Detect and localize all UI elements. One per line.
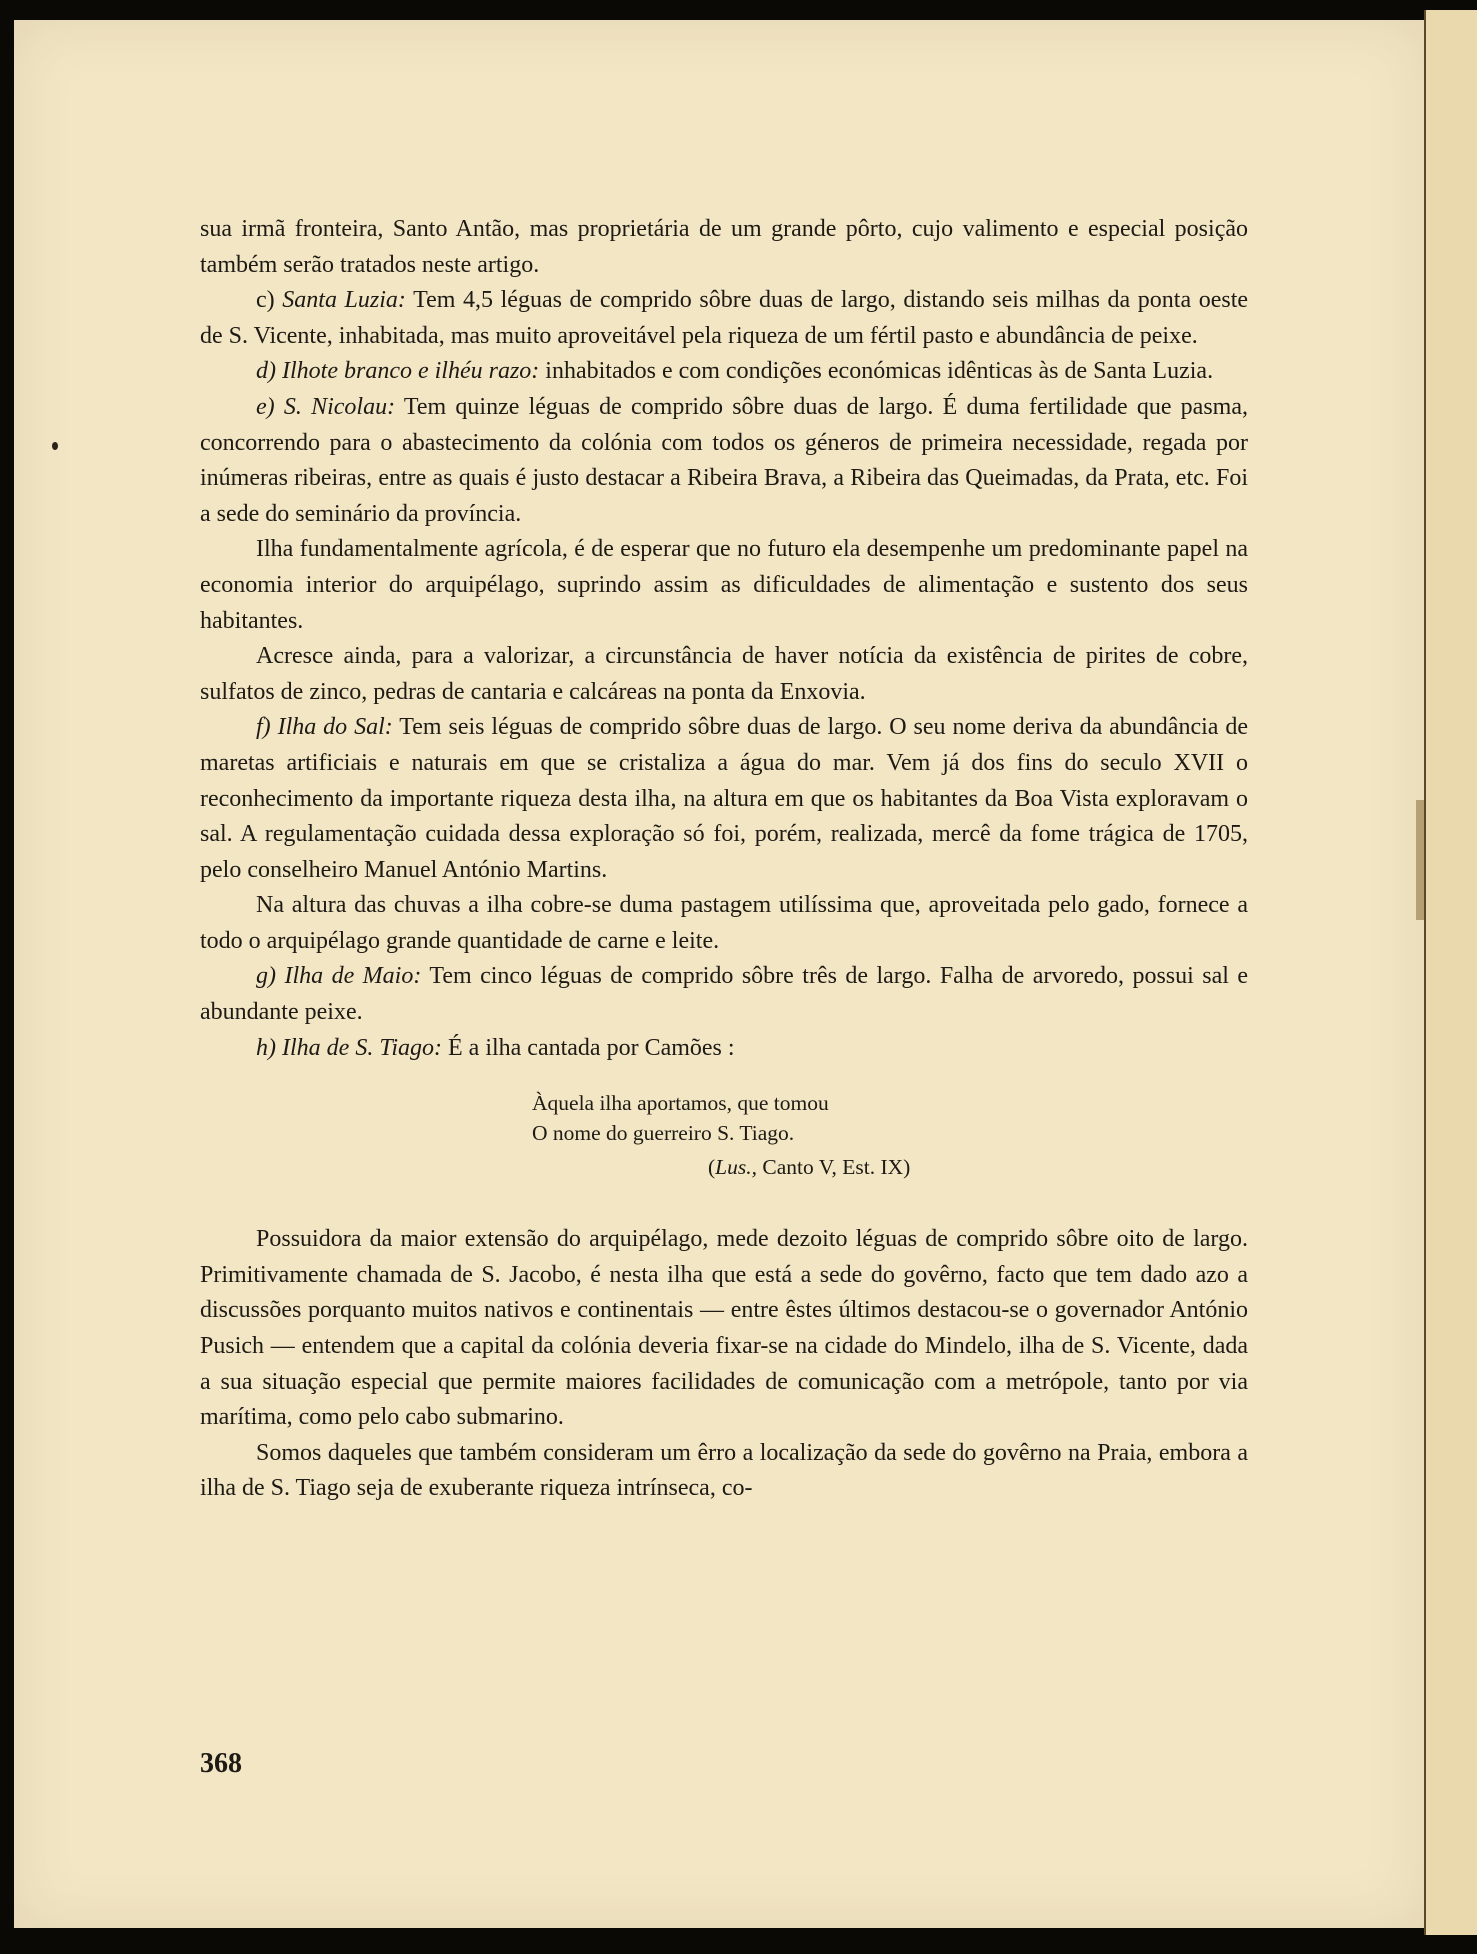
paragraph-ilha-de-sao-tiago: h) Ilha de S. Tiago: É a ilha cantada por Camões :	[256, 1034, 735, 1061]
island-heading: Ilha de Maio:	[284, 963, 422, 990]
paragraph-ilha-do-sal: f) Ilha do Sal: Tem seis léguas de comprido sôbre duas de largo. O seu nome deriva da abundância de maretas artificiais e naturais em que se cristaliza a água do mar. Vem já dos fins do seculo XVII o reconhecimento da importante riqueza desta ilha, na altura em que os habitantes da Boa Vista exploravam o sal. A regulamentação cuidada dessa exploração só foi, porém, realizada, mercê da fome trágica de 1705, pelo conselheiro Manuel António Martins.	[200, 714, 1249, 883]
island-heading: S. Nicolau:	[283, 393, 396, 420]
verse-line: O nome do guerreiro S. Tiago.	[532, 1121, 795, 1146]
adjacent-page-edge	[1424, 10, 1477, 1935]
island-heading: Ilhote branco e ilhéu razo:	[282, 358, 540, 385]
island-heading: Santa Luzia:	[282, 287, 406, 314]
island-heading: Ilha do Sal:	[277, 714, 393, 741]
margin-speck	[52, 442, 58, 450]
paragraph-continuation: sua irmã fronteira, Santo Antão, mas proprietária de um grande pôrto, cujo valimento e especial posição também serão tratados neste artigo.	[200, 216, 1248, 278]
paragraph-possuidora: Possuidora da maior extensão do arquipélago, mede dezoito léguas de comprido sôbre oito de largo. Primitivamente chamada de S. Jacobo, é nesta ilha que está a sede do govêrno, facto que tem dado azo a discussões porquanto muitos nativos e continentais — entre êstes últimos destacou-se o governador António Pusich — entendem que a capital da colónia deveria fixar-se na cidade do Mindelo, ilha de S. Vicente, dada a sua situação especial que permite maiores facilidades de comunicação com a metrópole, tanto por via marítima, como pelo cabo submarino.	[200, 1226, 1248, 1431]
paragraph-sao-nicolau: e) S. Nicolau: Tem quinze léguas de comprido sôbre duas de largo. É duma fertilidade que pasma, concorrendo para o abastecimento da colónia com todos os géneros de primeira necessidade, regada por inúmeras ribeiras, entre as quais é justo destacar a Ribeira Brava, a Ribeira das Queimadas, da Prata, etc. Foi a sede do seminário da província.	[200, 393, 1248, 527]
paragraph-ilhote-branco: d) Ilhote branco e ilhéu razo: inhabitados e com condições económicas idênticas às de Santa Luzia.	[256, 358, 1214, 385]
paragraph-santa-luzia: c) Santa Luzia: Tem 4,5 léguas de comprido sôbre duas de largo, distando seis milhas da ponta oeste de S. Vicente, inhabitada, mas muito aproveitável pela riqueza de um fértil pasto e abundância de peixe.	[200, 287, 1249, 349]
verse-quotation	[532, 1088, 1248, 1182]
paragraph-pirites: Acresce ainda, para a valorizar, a circunstância de haver notícia da existência de pirites de cobre, sulfatos de zinco, pedras de cantaria e calcáreas na ponta da Enxovia.	[200, 643, 1248, 705]
paragraph-chuvas: Na altura das chuvas a ilha cobre-se duma pastagem utilíssima que, aproveitada pelo gado, fornece a todo o arquipélago grande quantidade de carne e leite.	[200, 892, 1248, 954]
paragraph-somos-daqueles: Somos daqueles que também consideram um êrro a localização da sede do govêrno na Praia, embora a ilha de S. Tiago seja de exuberante riqueza intrínseca, co-	[200, 1439, 1248, 1502]
island-heading: Ilha de S. Tiago:	[282, 1034, 442, 1061]
page-number: 368	[200, 1748, 242, 1779]
verse-source: (Lus., Canto V, Est. IX)	[708, 1155, 911, 1180]
paragraph-ilha-de-maio: g) Ilha de Maio: Tem cinco léguas de comprido sôbre três de largo. Falha de arvoredo, possui sal e abundante peixe.	[200, 963, 1249, 1026]
body-text	[200, 212, 1248, 1507]
verse-line: Àquela ilha aportamos, que tomou	[532, 1091, 829, 1116]
binding-shadow	[1416, 800, 1424, 920]
paragraph-agricola: Ilha fundamentalmente agrícola, é de esperar que no futuro ela desempenhe um predominante papel na economia interior do arquipélago, suprindo assim as dificuldades de alimentação e sustento dos seus habitantes.	[200, 536, 1248, 634]
